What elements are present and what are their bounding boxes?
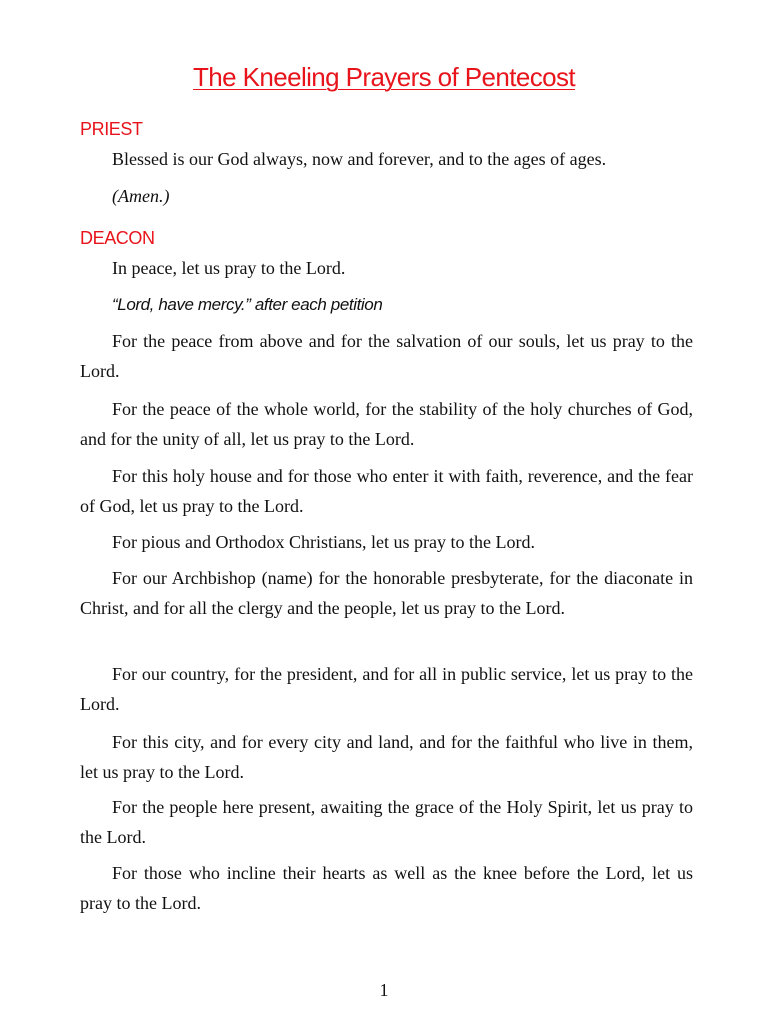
petition-9: For those who incline their hearts as well as the knee before the Lord, let us pray to the Lord. — [80, 863, 693, 913]
petition-2: For the peace of the whole world, for the stability of the holy churches of God, and for the unity of all, let us pray to the Lord. — [80, 399, 693, 449]
petition-3: For this holy house and for those who enter it with faith, reverence, and the fear of God, let us pray to the Lord. — [80, 466, 693, 516]
deacon-label: DEACON — [80, 228, 155, 248]
petition-6: For our country, for the president, and for all in public service, let us pray to the Lord. — [80, 664, 693, 714]
page-title: The Kneeling Prayers of Pentecost — [193, 62, 575, 92]
priest-text: Blessed is our God always, now and forever, and to the ages of ages. — [112, 149, 607, 169]
petition-8: For the people here present, awaiting the grace of the Holy Spirit, let us pray to the Lord. — [80, 797, 693, 847]
priest-label: PRIEST — [80, 119, 143, 139]
petition-4: For pious and Orthodox Christians, let us pray to the Lord. — [112, 532, 535, 552]
page-number: 1 — [379, 980, 389, 1000]
priest-response: (Amen.) — [112, 186, 170, 206]
petition-5: For our Archbishop (name) for the honorable presbyterate, for the diaconate in Christ, and for all the clergy and the people, let us pray to the Lord. — [80, 568, 693, 618]
petition-7: For this city, and for every city and land, and for the faithful who live in them, let us pray to the Lord. — [80, 732, 693, 782]
deacon-intro: In peace, let us pray to the Lord. — [112, 258, 346, 278]
petition-1: For the peace from above and for the salvation of our souls, let us pray to the Lord. — [80, 331, 693, 381]
deacon-response: “Lord, have mercy.” after each petition — [112, 295, 383, 314]
